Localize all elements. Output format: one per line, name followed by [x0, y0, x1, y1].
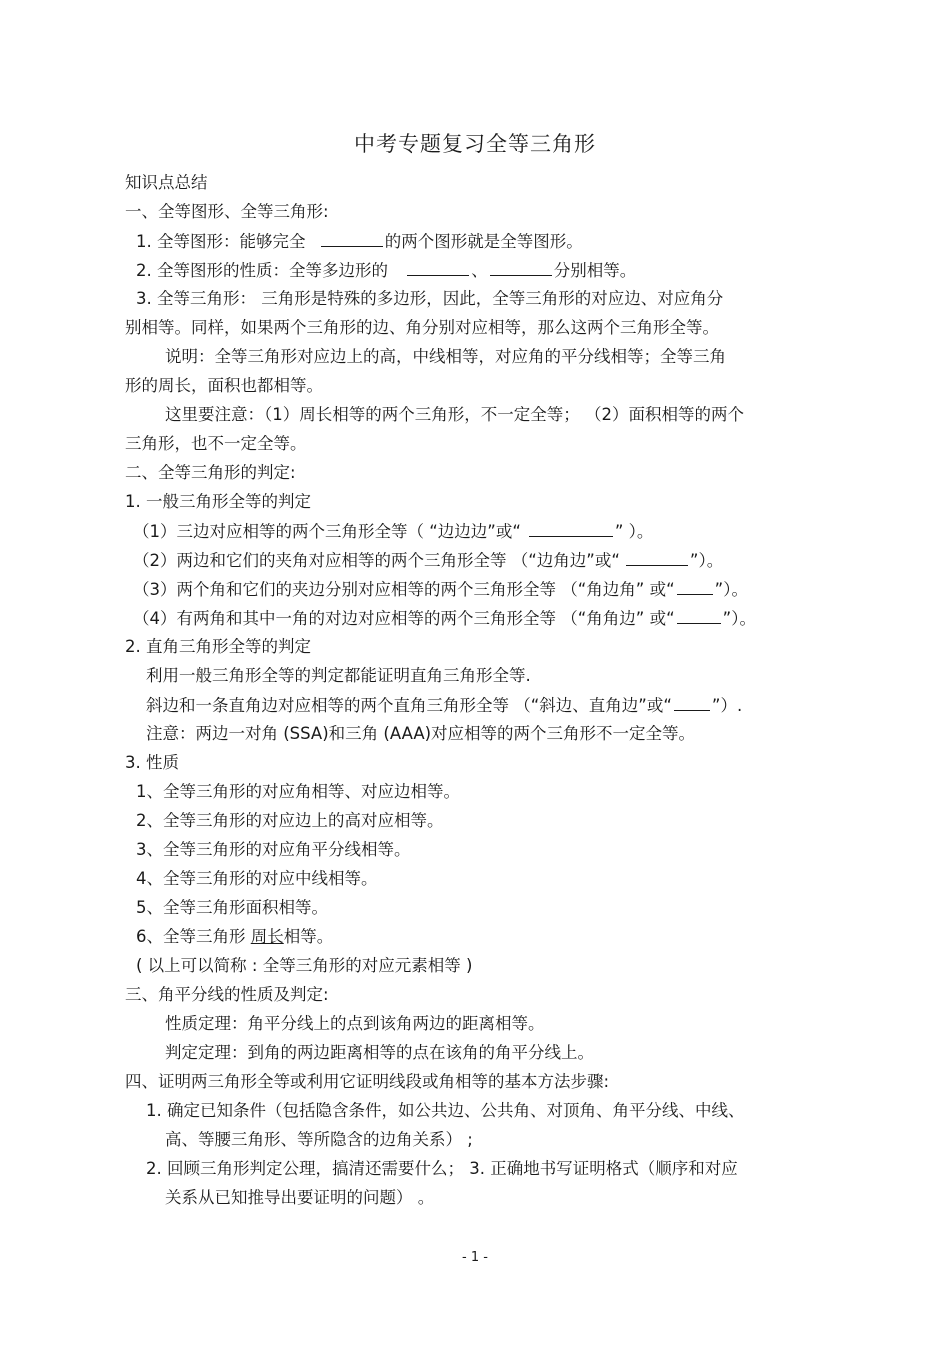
item-text: 的两个图形就是全等图形。 — [384, 232, 583, 251]
paragraph-line: 判定定理：到角的两边距离相等的点在该角的角平分线上。 — [165, 1043, 594, 1062]
criterion-aas — [133, 605, 756, 631]
note-line: 注意：两边一对角 (SSA)和三角 (AAA)对应相等的两个三角形不一定全等。 — [146, 724, 696, 743]
fill-blank — [626, 547, 688, 566]
subsection-heading: 1. 一般三角形全等的判定 — [125, 492, 311, 511]
paragraph-line: 形的周长，面积也都相等。 — [125, 376, 323, 395]
criterion-sss — [133, 518, 653, 544]
step-item: 2. 回顾三角形判定公理，搞清还需要什么； 3. 正确地书写证明格式（顺序和对应 — [146, 1159, 738, 1178]
property-item: 1、全等三角形的对应角相等、对应边相等。 — [136, 782, 460, 801]
section-heading-3: 三、角平分线的性质及判定: — [125, 985, 329, 1004]
item-2-properties — [136, 257, 636, 283]
subsection-heading: 2. 直角三角形全等的判定 — [125, 637, 311, 656]
section-heading-1: 一、全等图形、全等三角形: — [125, 202, 329, 221]
page-title: 中考专题复习全等三角形 — [354, 132, 596, 156]
property-item — [136, 924, 333, 950]
step-item-continued: 关系从已知推导出要证明的问题） 。 — [165, 1188, 435, 1207]
item-text: ”）。 — [722, 609, 756, 628]
item-text: 相等。 — [283, 927, 334, 946]
property-item: 3、全等三角形的对应角平分线相等。 — [136, 840, 411, 859]
paragraph-line: 利用一般三角形全等的判定都能证明直角三角形全等. — [146, 666, 531, 685]
fill-blank — [677, 605, 721, 624]
fill-blank — [529, 518, 613, 537]
property-item: 4、全等三角形的对应中线相等。 — [136, 869, 378, 888]
item-text: 斜边和一条直角边对应相等的两个直角三角形全等 （“斜边、直角边”或“ — [146, 696, 672, 715]
item-text: 2. 全等图形的性质：全等多边形的 — [136, 261, 388, 280]
item-text: 分别相等。 — [553, 261, 637, 280]
paragraph-line: 三角形，也不一定全等。 — [125, 434, 307, 453]
item-text: 6、全等三角形 — [136, 927, 251, 946]
item-text: 、 — [471, 261, 488, 280]
item-text: （2）两边和它们的夹角对应相等的两个三角形全等 （“边角边”或“ — [133, 551, 620, 570]
criterion-hl — [146, 692, 742, 718]
item-text: ”）。 — [689, 551, 724, 570]
section-heading-2: 二、全等三角形的判定: — [125, 463, 296, 482]
summary-line: ( 以上可以简称 : 全等三角形的对应元素相等 ) — [136, 956, 473, 975]
paragraph-line: 这里要注意：（1）周长相等的两个三角形，不一定全等； （2）面积相等的两个 — [165, 405, 744, 424]
property-item: 2、全等三角形的对应边上的高对应相等。 — [136, 811, 444, 830]
underlined-term: 周长 — [250, 927, 284, 946]
property-item: 5、全等三角形面积相等。 — [136, 898, 328, 917]
fill-blank — [677, 576, 713, 595]
item-text: ” ）。 — [614, 522, 654, 541]
item-text: （4）有两角和其中一角的对边对应相等的两个三角形全等 （“角角边” 或“ — [133, 609, 675, 628]
paragraph-line: 3. 全等三角形： 三角形是特殊的多边形，因此，全等三角形的对应边、对应角分 — [136, 289, 724, 308]
item-text: 1. 全等图形：能够完全 — [136, 232, 306, 251]
criterion-asa — [133, 576, 748, 602]
step-item-continued: 高、等腰三角形、等所隐含的边角关系） ; — [165, 1130, 473, 1149]
item-text: （1）三边对应相等的两个三角形全等（ “边边边”或“ — [133, 522, 521, 541]
fill-blank — [674, 692, 710, 711]
section-heading: 知识点总结 — [125, 173, 208, 192]
paragraph-line: 别相等。同样，如果两个三角形的边、角分别对应相等，那么这两个三角形全等。 — [125, 318, 719, 337]
paragraph-line: 性质定理：角平分线上的点到该角两边的距离相等。 — [165, 1014, 545, 1033]
page-number: - 1 - — [462, 1250, 488, 1265]
fill-blank — [407, 257, 469, 276]
item-1-congruent-figures — [136, 228, 583, 254]
step-item: 1. 确定已知条件（包括隐含条件，如公共边、公共角、对顶角、角平分线、中线、 — [146, 1101, 745, 1120]
fill-blank — [490, 257, 552, 276]
paragraph-line: 说明：全等三角形对应边上的高，中线相等，对应角的平分线相等；全等三角 — [165, 347, 726, 366]
item-text: （3）两个角和它们的夹边分别对应相等的两个三角形全等 （“角边角” 或“ — [133, 580, 675, 599]
item-text: ”）. — [711, 696, 743, 715]
section-heading-4: 四、证明两三角形全等或利用它证明线段或角相等的基本方法步骤: — [125, 1072, 610, 1091]
criterion-sas — [133, 547, 723, 573]
fill-blank — [321, 228, 383, 247]
item-text: ”）。 — [714, 580, 748, 599]
subsection-heading: 3. 性质 — [125, 753, 179, 772]
